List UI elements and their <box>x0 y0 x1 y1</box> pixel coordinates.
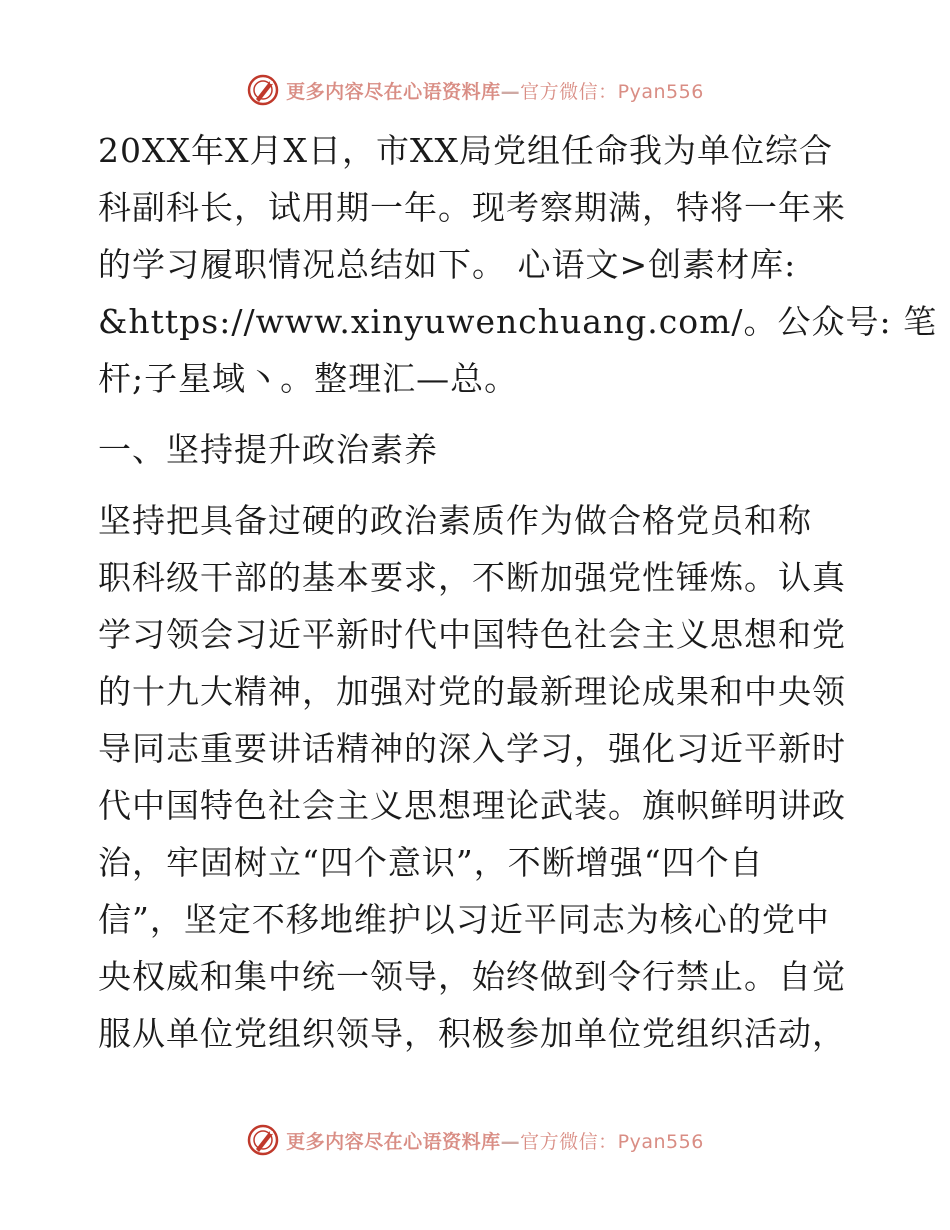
text-line: &https://www.xinyuwenchuang.com/。公众号: 笔 <box>98 302 938 341</box>
text-line: 导同志重要讲话精神的深入学习，强化习近平新时 <box>98 729 846 768</box>
paragraph-political <box>98 492 850 1062</box>
text-line: 科副科长，试用期一年。现考察期满，特将一年来 <box>98 188 846 227</box>
text-line: 治，牢固树立“四个意识”，不断增强“四个自 <box>98 843 764 882</box>
text-line: 服从单位党组织领导，积极参加单位党组织活动， <box>98 1014 846 1053</box>
text-line: 的学习履职情况总结如下。 心语文>创素材库: <box>98 245 797 284</box>
text-line: 信”，坚定不移地维护以习近平同志为核心的党中 <box>98 900 830 939</box>
text-line: 的十九大精神，加强对党的最新理论成果和中央领 <box>98 672 846 711</box>
header-separator: — <box>500 80 521 103</box>
footer-banner-text <box>286 1127 704 1154</box>
pen-nib-circle-icon <box>246 73 280 107</box>
document-body <box>98 122 938 1062</box>
footer-banner <box>0 1120 950 1160</box>
section-heading: 一、坚持提升政治素养 <box>98 430 438 469</box>
paragraph-intro <box>98 122 938 407</box>
text-line: 学习领会习近平新时代中国特色社会主义思想和党 <box>98 615 846 654</box>
header-banner <box>0 70 950 110</box>
footer-site-name: 更多内容尽在心语资料库 <box>286 1130 501 1153</box>
text-line: 20XX年X月X日，市XX局党组任命我为单位综合 <box>98 131 833 170</box>
header-banner-text <box>286 77 704 104</box>
footer-separator: — <box>500 1130 521 1153</box>
footer-contact: 官方微信：Pyan556 <box>520 1130 704 1153</box>
text-line: 代中国特色社会主义思想理论武装。旗帜鲜明讲政 <box>98 786 846 825</box>
text-line: 职科级干部的基本要求，不断加强党性锤炼。认真 <box>98 558 846 597</box>
text-line: 央权威和集中统一领导，始终做到令行禁止。自觉 <box>98 957 846 996</box>
text-line: 坚持把具备过硬的政治素质作为做合格党员和称 <box>98 501 812 540</box>
header-site-name: 更多内容尽在心语资料库 <box>286 80 501 103</box>
pen-nib-circle-icon <box>246 1123 280 1157</box>
text-line: 杆;子星域丶。整理汇—总。 <box>98 359 519 398</box>
header-contact: 官方微信：Pyan556 <box>520 80 704 103</box>
